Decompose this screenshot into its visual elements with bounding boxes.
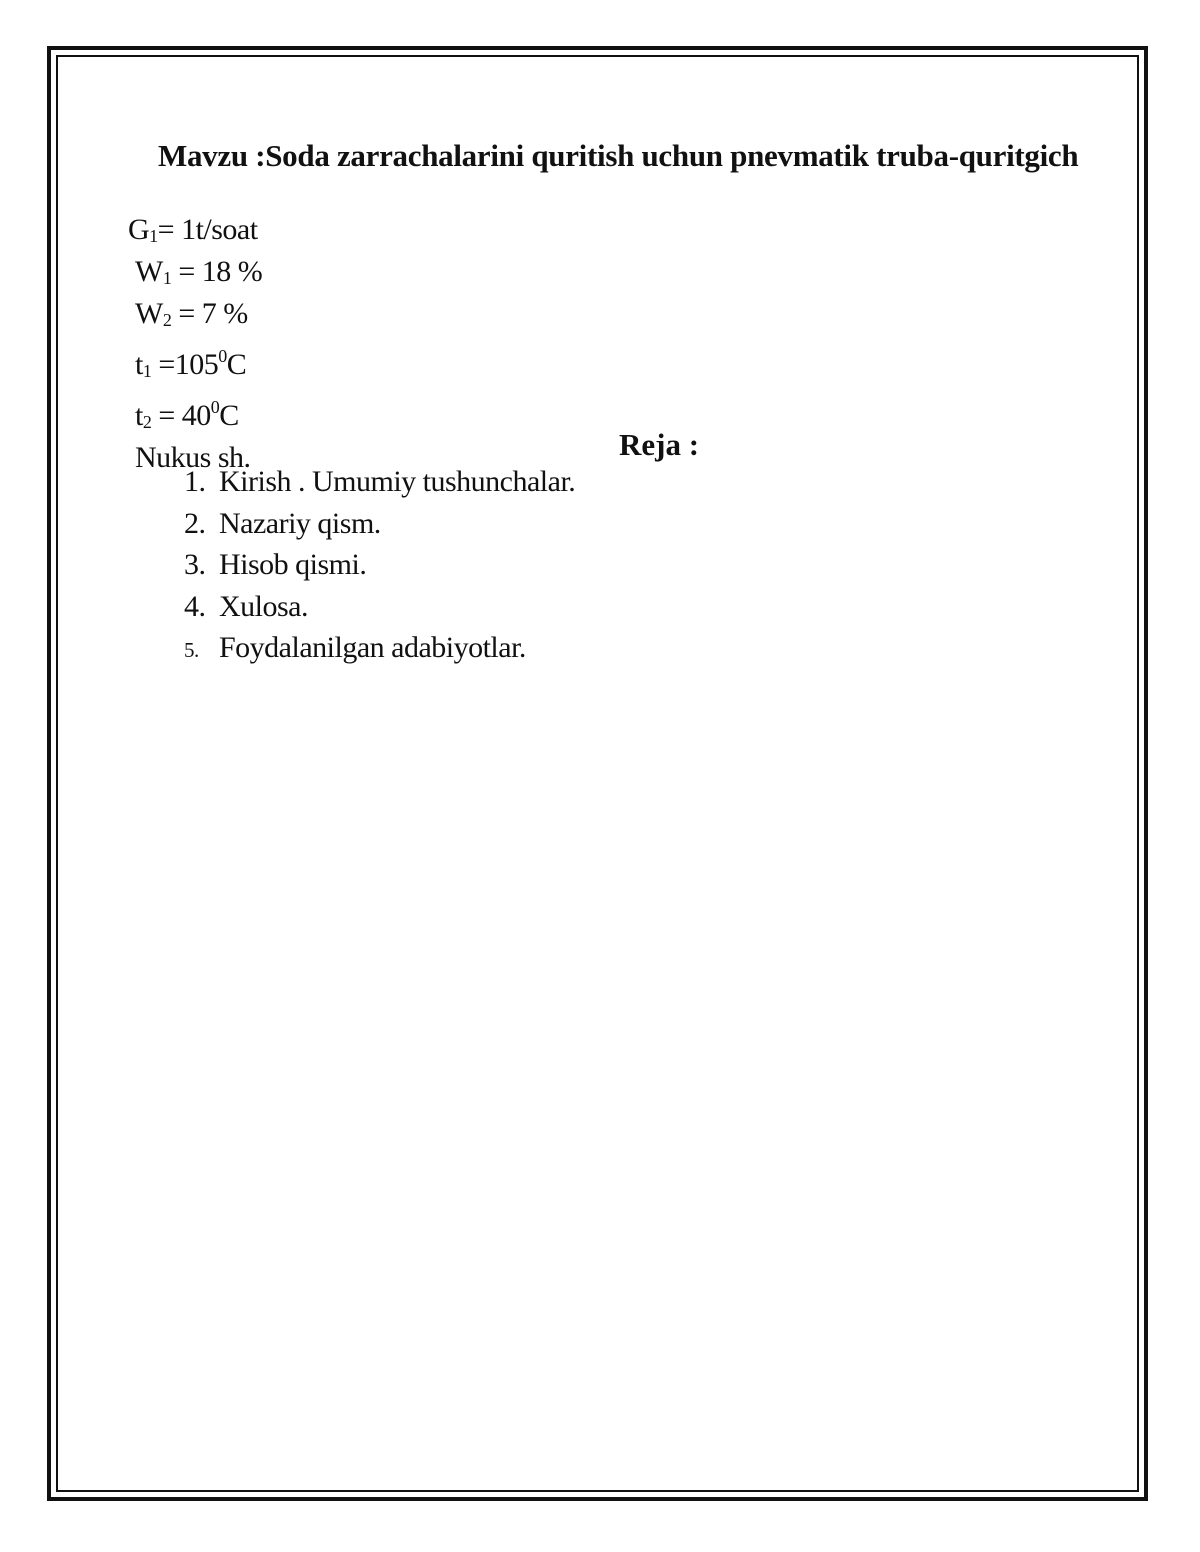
param-index: 1 <box>149 226 158 246</box>
param-value: = 40 <box>151 399 211 432</box>
list-item-text: Nazariy qism. <box>219 506 381 540</box>
param-index: 2 <box>142 412 152 432</box>
param-g1 <box>128 212 262 254</box>
list-item-text: Kirish . Umumiy tushunchalar. <box>219 465 576 498</box>
list-item-number: 1. <box>184 465 206 498</box>
param-index: 2 <box>162 310 172 330</box>
param-place: Nukus sh. <box>135 441 251 474</box>
param-symbol: t <box>135 348 143 381</box>
list-item-number: 3. <box>184 548 206 581</box>
param-symbol: W <box>135 255 163 288</box>
plan-heading: Reja : <box>619 427 700 462</box>
list-item <box>184 504 575 546</box>
list-item <box>184 462 575 504</box>
list-item <box>184 545 575 587</box>
list-item-text: Hisob qismi. <box>219 548 367 581</box>
param-index: 1 <box>162 268 172 288</box>
param-symbol: W <box>135 297 163 330</box>
given-parameters <box>128 212 262 476</box>
param-degree: 0 <box>210 397 220 417</box>
list-item-number: 2. <box>184 506 206 540</box>
param-t1 <box>128 338 262 389</box>
param-symbol: t <box>135 399 143 432</box>
param-unit: C <box>219 399 239 432</box>
param-unit: C <box>226 348 247 381</box>
param-value: =105 <box>151 348 219 381</box>
list-item-number: 5. <box>184 638 199 662</box>
list-item <box>184 587 575 629</box>
param-index: 1 <box>142 361 152 381</box>
list-item <box>184 628 575 670</box>
param-t2 <box>128 389 262 440</box>
list-item-text: Foydalanilgan adabiyotlar. <box>219 631 526 664</box>
param-value: = 1t/soat <box>157 213 258 246</box>
param-value: = 18 % <box>171 255 263 288</box>
topic-title: Mavzu :Soda zarrachalarini quritish uchun pnevmatik truba-quritgich <box>158 138 1079 173</box>
list-item-text: Xulosa. <box>219 589 308 623</box>
param-symbol: G <box>128 213 150 246</box>
param-w2 <box>128 296 262 338</box>
param-value: = 7 % <box>171 297 248 330</box>
list-item-number: 4. <box>184 589 206 623</box>
param-degree: 0 <box>218 346 227 366</box>
plan-list <box>184 462 575 670</box>
param-w1 <box>128 254 262 296</box>
